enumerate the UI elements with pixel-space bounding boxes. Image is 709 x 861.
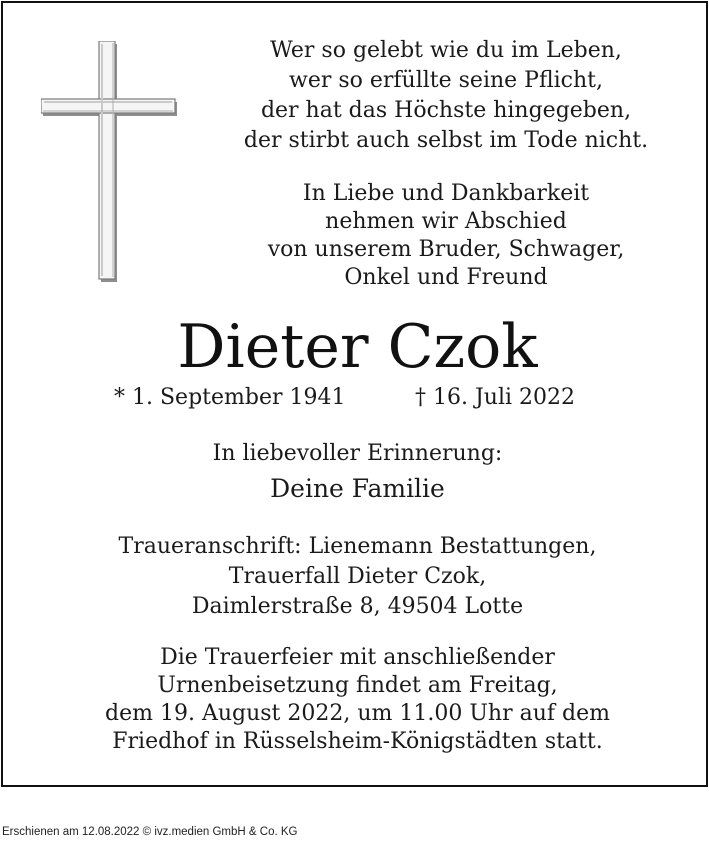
mourning-address [3,532,709,622]
poem-line: der hat das Höchste hingegeben, [260,98,632,123]
ceremony-line: dem 19. August 2022, um 11.00 Uhr auf dem [105,701,610,726]
address-line: Daimlerstraße 8, 49504 Lotte [191,594,524,619]
address-line: Traueranschrift: Lienemann Bestattungen, [118,534,597,559]
publication-footer: Erschienen am 12.08.2022 © ivz.medien GmbH & Co. KG [2,826,298,838]
address-line: Trauerfall Dieter Czok, [228,564,487,589]
birth-date: * 1. September 1941 [114,385,346,410]
death-date: † 16. Juli 2022 [415,385,576,410]
poem-line: wer so erfüllte seine Pflicht, [288,68,604,93]
obituary-notice [1,1,708,787]
cross-icon [41,41,177,283]
intro-line: Onkel und Freund [344,265,548,290]
poem-line: der stirbt auch selbst im Tode nicht. [243,128,649,153]
poem [216,36,676,156]
poem-line: Wer so gelebt wie du im Leben, [270,38,622,63]
ceremony-line: Urnenbeisetzung findet am Freitag, [157,673,558,698]
family-signature: Deine Familie [270,474,445,503]
deceased-name: Dieter Czok [177,312,538,382]
funeral-ceremony-info [3,644,709,756]
intro-line: In Liebe und Dankbarkeit [302,181,590,206]
remembrance-text: In liebevoller Erinnerung: [212,441,503,466]
farewell-intro [216,180,676,292]
ceremony-line: Die Trauerfeier mit anschließender [160,645,555,670]
ceremony-line: Friedhof in Rüsselsheim-Königstädten statt. [112,729,603,754]
intro-line: von unserem Bruder, Schwager, [267,237,625,262]
intro-line: nehmen wir Abschied [325,209,567,234]
